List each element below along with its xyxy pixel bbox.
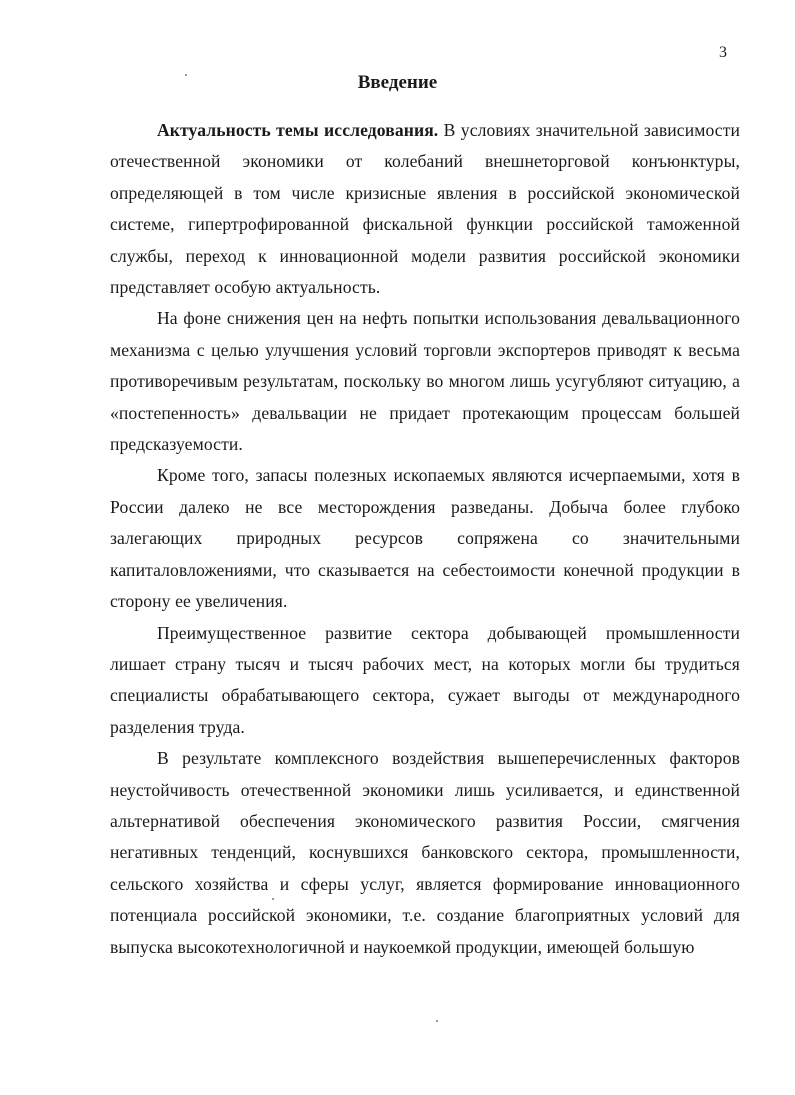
paragraph-relevance	[110, 115, 740, 303]
scan-speck	[436, 1020, 438, 1022]
paragraph-conclusion	[110, 743, 740, 963]
scan-speck	[272, 898, 274, 900]
paragraph-text: В результате комплексного воздействия вышеперечисленных факторов неустойчивость отечественной экономики лишь усиливается, и единственной альтернативой обеспечения экономического развития России, смягчения негативных тенденций, коснувшихся банковского сектора, промышленности, сельского хозяйства и сферы услуг, является формирование инновационного потенциала российской экономики, т.е. создание благоприятных условий для выпуска высокотехнологичной и наукоемкой продукции, имеющей большую	[110, 748, 740, 957]
paragraph-text: На фоне снижения цен на нефть попытки использования девальвационного механизма с целью улучшения условий торговли экспортеров приводят к весьма противоречивым результатам, поскольку во многом лишь усугубляют ситуацию, а «постепенность» девальвации не придает протекающим процессам большей предсказуемости.	[110, 308, 740, 455]
page-number: 3	[719, 44, 727, 61]
paragraph-text: В условиях значительной зависимости отечественной экономики от колебаний внешнеторговой конъюнктуры, определяющей в том числе кризисные явления в российской экономической системе, гипертрофированной фискальной функции российской таможенной службы, переход к инновационной модели развития российской экономики представляет особую актуальность.	[110, 120, 740, 298]
paragraph-extractive-sector	[110, 618, 740, 744]
paragraph-text: Кроме того, запасы полезных ископаемых являются исчерпаемыми, хотя в России далеко не все месторождения разведаны. Добыча более глубоко залегающих природных ресурсов сопряжена со значительными капиталовложениями, что сказывается на себестоимости конечной продукции в сторону ее увеличения.	[110, 465, 740, 612]
page-title: Введение	[357, 72, 438, 93]
paragraph-text: Преимущественное развитие сектора добывающей промышленности лишает страну тысяч и тысяч рабочих мест, на которых могли бы трудиться специалисты обрабатывающего сектора, сужает выгоды от международного разделения труда.	[110, 622, 740, 737]
paragraph-resources	[110, 460, 740, 617]
scan-speck	[185, 74, 187, 76]
paragraph-oil-prices	[110, 303, 740, 460]
paragraph-lead: Актуальность темы исследования.	[157, 120, 439, 140]
body-text	[110, 115, 740, 963]
